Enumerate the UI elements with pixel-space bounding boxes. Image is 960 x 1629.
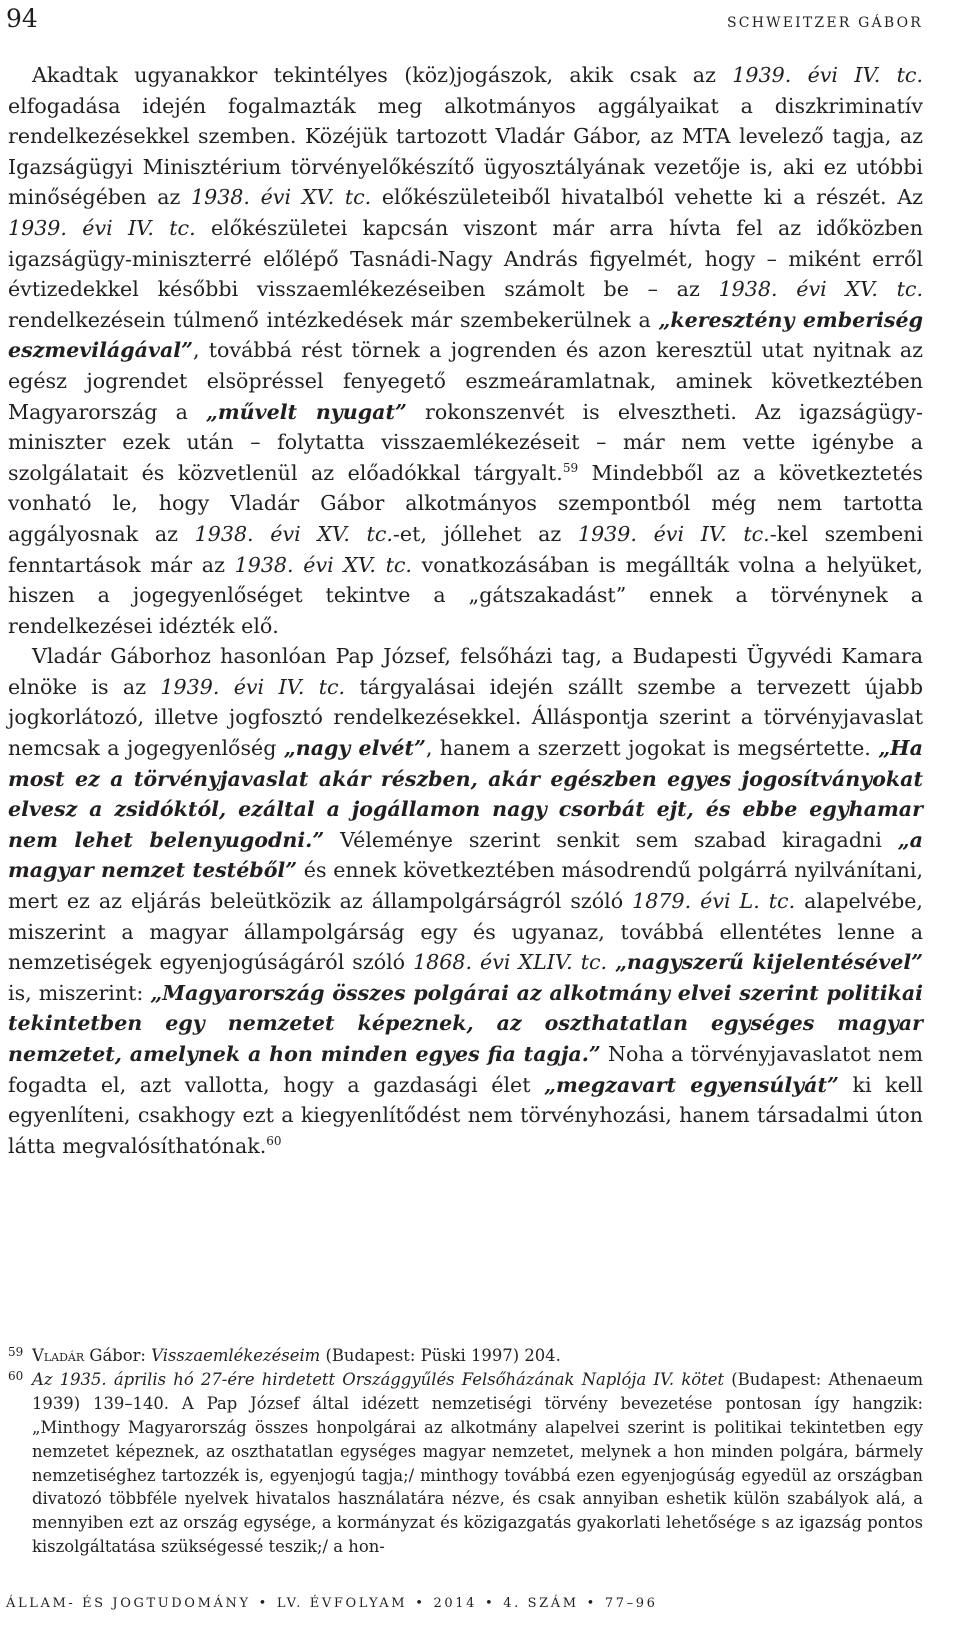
footer-separator: • — [415, 1596, 426, 1611]
emphasized-quote: „keresztény emberiség eszmevilágával” — [8, 307, 923, 363]
text-run: tárgyalásai idején szállt szembe a tervezett újabb jogkorlátozó, illetve jogfosztó rendelkezésekkel. Álláspontja szerint a törvényjavaslat nemcsak a jogegyenlőség — [8, 674, 924, 761]
footer-volume: LV. ÉVFOLYAM — [276, 1596, 408, 1611]
italic-text: 1938. évi XV. tc. — [234, 552, 412, 577]
page-footer — [6, 1596, 960, 1611]
text-run — [607, 950, 615, 974]
emphasized-quote: „Ha most ez a törvényjavaslat akár részben, akár egészben egyes jogosítványokat elvesz a zsidóktól, ezáltal a jogállamon nagy csorbát ejt, és ebbe egyhamar nem lehet belenyugodni.” — [8, 736, 923, 852]
text-run: előkészületeiből hivatalból vehette ki a részét. Az — [371, 185, 923, 210]
author-name: Vladár — [32, 1346, 85, 1365]
italic-text: 1938. évi XV. tc. — [194, 521, 393, 546]
footer-journal: ÁLLAM- ÉS JOGTUDOMÁNY — [6, 1596, 251, 1611]
footnote-text — [32, 1344, 923, 1368]
italic-text: 1938. évi XV. tc. — [718, 277, 923, 302]
page-number: 94 — [6, 4, 38, 33]
footnote-ref: 60 — [266, 1133, 282, 1148]
footnotes — [8, 1344, 923, 1559]
text-run: , hanem a szerzett jogokat is megsértette. — [425, 736, 879, 761]
text-run: rendelkezésein túlmenő intézkedések már szembekerülnek a — [8, 307, 659, 332]
text-run: ki kell egyenlíteni, csakhogy ezt a kiegyenlítődést nem törvényhozási, hanem társadalmi úton látta megvalósíthatónak. — [8, 1072, 923, 1158]
text-run: (Budapest: Püski 1997) 204. — [320, 1346, 561, 1365]
italic-text: Visszaemlékezéseim — [151, 1346, 321, 1365]
emphasized-quote: „művelt nyugat” — [206, 399, 407, 424]
footer-year: 2014 — [433, 1596, 477, 1611]
main-text — [8, 60, 923, 1161]
text-run: -et, jóllehet az — [392, 521, 578, 546]
emphasized-quote: „nagyszerű kijelentésével” — [615, 950, 924, 975]
text-run: Akadtak ugyanakkor tekintélyes (köz)jogászok, akik csak az — [32, 63, 733, 87]
text-run: Gábor: — [84, 1346, 152, 1365]
text-run: is, miszerint: — [8, 980, 151, 1005]
emphasized-quote: „a magyar nemzet testéből” — [8, 827, 923, 883]
italic-text: Az 1935. április hó 27-ére hirdetett Országgyűlés Felsőházának Naplója IV. kötet — [32, 1369, 725, 1389]
text-run: Mindebből az a következtetés vonható le, hogy Vladár Gábor alkotmányos szempontból még nem tartotta aggályosnak az — [8, 460, 923, 546]
footnote-59 — [8, 1344, 923, 1368]
text-run: (Budapest: Athenaeum 1939) 139–140. A Pap József által idézett nemzetiségi törvény bevezetése pontosan így hangzik: „Minthogy Magyarország összes honpolgárai az alkotmány alapelvei szerint is politikai tekintetben egy nemzetet képeznek, az oszthatatlan egységes magyar nemzetet, melynek a hon minden polgára, bármely nemzetiséghez tartozzék is, egyenjogú tagja;/ minthogy továbbá ezen egyenjogúság egyedül az országban divatozó többféle nyelvek hivatalos használatára nézve, és csak annyiban eshetik külön szabályok alá, a mennyiben ezt az ország egysége, a kormányzat és közigazgatás gyakorlati lehetősége s az igazság pontos kiszolgáltatása szükségessé teszik;/ a hon- — [32, 1369, 923, 1557]
text-run: , továbbá rést törnek a jogrenden és azon keresztül utat nyitnak az egész jogrendet elsöpréssel fenyegető eszmeáramlatnak, aminek következtében Magyarország a — [8, 338, 923, 424]
text-run: -kel szembeni fenntartások már az — [8, 521, 923, 577]
footer-separator: • — [258, 1596, 269, 1611]
footer-issue: 4. SZÁM — [503, 1596, 579, 1611]
italic-text: 1939. évi IV. tc. — [732, 63, 923, 87]
italic-text: 1939. évi IV. tc. — [577, 521, 770, 546]
footer-separator: • — [484, 1596, 496, 1611]
text-run: alapelvébe, miszerint a magyar állampolgárság egy és ugyanaz, továbbá ellentétes lenne a nemzetiségek egyenjogúságáról szóló — [8, 889, 923, 975]
running-head-author: SCHWEITZER GÁBOR — [727, 15, 923, 31]
emphasized-quote: „nagy elvét” — [283, 736, 426, 761]
page-header — [6, 4, 923, 38]
text-run: vonatkozásában is megállták volna a helyüket, hiszen a jogegyenlőséget tekintve a „gátszakadást” ennek a törvénynek a rendelkezései idézték elő. — [8, 552, 923, 638]
paragraph-2 — [8, 641, 923, 1161]
text-run: Noha a törvényjavaslatot nem fogadta el, azt vallotta, hogy a gazdasági élet — [8, 1042, 923, 1097]
italic-text: 1868. évi XLIV. tc. — [413, 950, 608, 975]
text-run: előkészületei kapcsán viszont már arra hívta fel az időközben igazságügy-miniszterré előlépő Tasnádi-Nagy András figyelmét, hogy – miként erről évtizedekkel későbbi visszaemlékezéseiben számolt be – az — [8, 215, 924, 302]
footer-separator: • — [586, 1596, 597, 1611]
text-run: rokonszenvét is elvesztheti. Az igazságügy-miniszter ezek után – folytatta visszaemlékezéseit – már nem vette igénybe a szolgálatait és közvetlenül az előadókkal tárgyalt. — [8, 399, 923, 485]
text-run: Vladár Gáborhoz hasonlóan Pap József, felsőházi tag, a Budapesti Ügyvédi Kamara elnöke is az — [8, 644, 923, 699]
footnote-text — [32, 1368, 923, 1559]
emphasized-quote: „Magyarország összes polgárai az alkotmány elvei szerint politikai tekintetben egy nemzetet képeznek, az oszthatatlan egységes magyar nemzetet, amelynek a hon minden egyes fia tagja.” — [8, 980, 923, 1066]
italic-text: 1938. évi XV. tc. — [191, 185, 372, 210]
italic-text: 1939. évi IV. tc. — [8, 215, 196, 240]
footnote-number: 60 — [8, 1368, 24, 1383]
text-run: és ennek következtében másodrendű polgárrá nyilvánítani, mert ez az eljárás beleütközik az állampolgárságról szóló — [8, 858, 923, 914]
emphasized-quote: „megzavart egyensúlyát” — [544, 1072, 839, 1097]
footnote-number: 59 — [8, 1345, 24, 1359]
paragraph-1 — [8, 60, 923, 641]
footnote-ref: 59 — [562, 460, 579, 475]
text-run: elfogadása idején fogalmazták meg alkotmányos aggályaikat a diszkriminatív rendelkezésekkel szemben. Közéjük tartozott Vladár Gábor, az MTA levelező tagja, az Igazságügyi Minisztérium törvényelőkészítő ügyosztályának vezetője is, aki ez utóbbi minőségében az — [8, 93, 923, 210]
italic-text: 1939. évi IV. tc. — [160, 674, 346, 699]
text-run: Véleménye szerint senkit sem szabad kiragadni — [324, 827, 898, 852]
footer-pages: 77–96 — [604, 1596, 658, 1611]
footnote-60 — [8, 1368, 923, 1559]
italic-text: 1879. évi L. tc. — [632, 889, 796, 914]
